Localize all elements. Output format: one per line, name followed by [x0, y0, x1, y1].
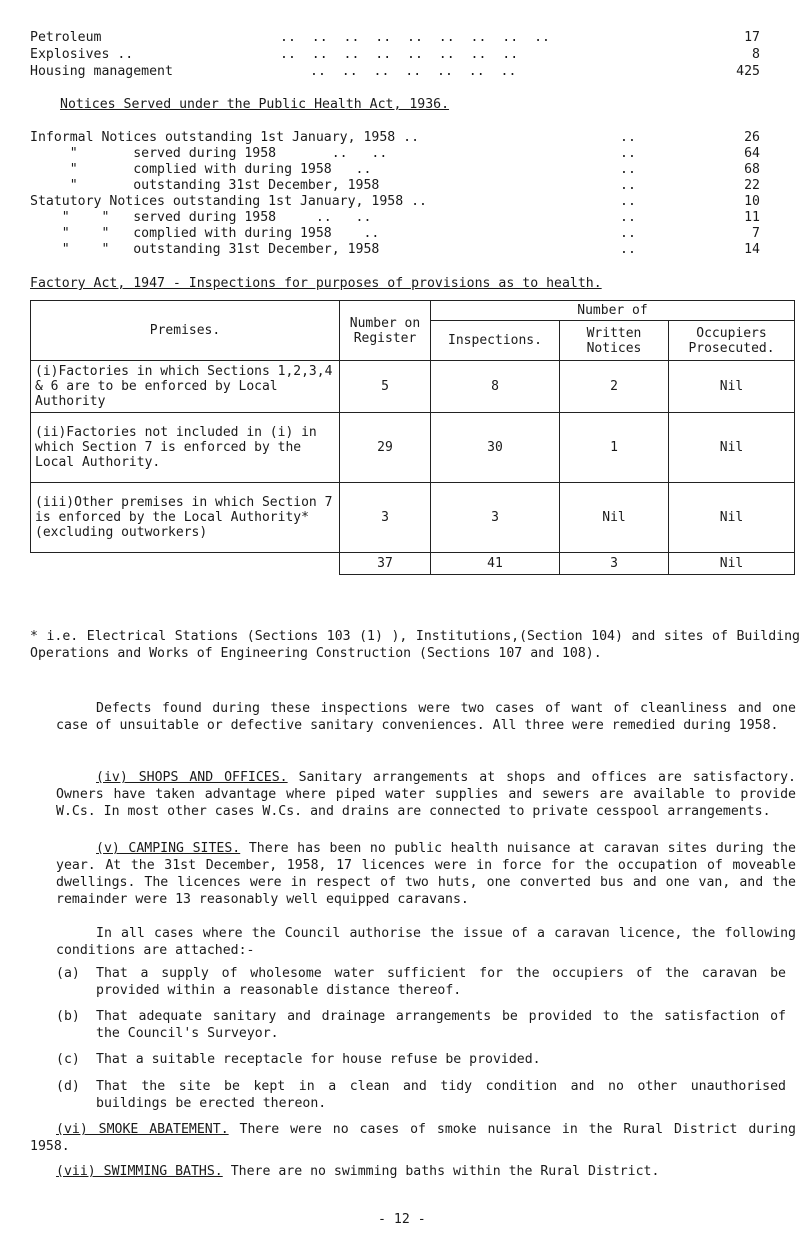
notice-row-dots: .. — [620, 226, 636, 241]
notice-row: " served during 1958 .. .. — [30, 146, 388, 161]
cell-premises: (ii)Factories not included in (i) in which Section 7 is enforced by the Local Authority. — [31, 413, 340, 483]
swimming-section — [30, 1163, 796, 1180]
camping-section — [56, 840, 796, 908]
row-petroleum-label: Petroleum — [30, 30, 102, 45]
notice-row-value: 64 — [744, 146, 760, 161]
notice-row: " " served during 1958 .. .. — [30, 210, 372, 225]
cell-occupiers: Nil — [669, 361, 795, 413]
row-explosives-dots: .. .. .. .. .. .. .. .. — [280, 47, 519, 62]
notice-row-value: 11 — [744, 210, 760, 225]
footnote: * i.e. Electrical Stations (Sections 103 (1) ), Institutions,(Section 104) and sites of Building Operations and Works of Engineering Construction (Sections 107 and 108). — [30, 629, 800, 661]
notice-row-dots: .. — [620, 130, 636, 145]
defects-paragraph: Defects found during these inspections were two cases of want of cleanliness and one case of unsuitable or defective sanitary conveniences. All three were remedied during 1958. — [56, 701, 796, 733]
notice-row-value: 22 — [744, 178, 760, 193]
condition-label: (b) — [56, 1009, 80, 1024]
notice-row-dots: .. — [620, 178, 636, 193]
cell-written: 1 — [560, 413, 669, 483]
condition-text: That a suitable receptacle for house refuse be provided. — [96, 1052, 541, 1067]
condition-label: (a) — [56, 966, 80, 981]
factory-act-heading: Factory Act, 1947 - Inspections for purposes of provisions as to health. — [30, 276, 602, 291]
cell-inspections: 8 — [431, 361, 560, 413]
condition-c — [56, 1051, 796, 1068]
table-row — [31, 413, 795, 483]
condition-text: That the site be kept in a clean and tidy condition and no other unauthorised buildings be erected thereon. — [96, 1079, 786, 1111]
notice-row: " outstanding 31st December, 1958 — [30, 178, 380, 193]
cell-register: 3 — [340, 483, 431, 553]
cell-inspections: 3 — [431, 483, 560, 553]
notice-row-dots: .. — [620, 242, 636, 257]
col-premises-header: Premises. — [31, 301, 340, 361]
table-row — [31, 483, 795, 553]
cell-inspections-total: 41 — [431, 553, 560, 575]
notice-row-value: 68 — [744, 162, 760, 177]
shops-section — [56, 769, 796, 820]
cell-premises-total — [31, 553, 340, 575]
col-inspections-header: Inspections. — [431, 321, 560, 361]
condition-label: (d) — [56, 1079, 80, 1094]
row-housing-value: 425 — [736, 64, 760, 79]
notice-row: " " outstanding 31st December, 1958 — [30, 242, 380, 257]
cell-register: 29 — [340, 413, 431, 483]
row-explosives-label: Explosives .. — [30, 47, 134, 62]
col-written-header: Written Notices — [560, 321, 669, 361]
public-health-heading: Notices Served under the Public Health Act, 1936. — [60, 97, 450, 112]
notice-row-value: 7 — [752, 226, 760, 241]
cell-occupiers: Nil — [669, 483, 795, 553]
cell-register-total: 37 — [340, 553, 431, 575]
condition-d — [56, 1078, 796, 1111]
notice-row-dots: .. — [620, 162, 636, 177]
condition-text: That adequate sanitary and drainage arrangements be provided to the satisfaction of the Council's Surveyor. — [96, 1009, 786, 1041]
condition-a — [56, 965, 796, 998]
col-register-header: Number on Register — [340, 301, 431, 361]
col-number-of-header: Number of — [431, 301, 795, 321]
notice-row-dots: .. — [620, 210, 636, 225]
cell-inspections: 30 — [431, 413, 560, 483]
notice-row-value: 14 — [744, 242, 760, 257]
smoke-text: There were no cases of smoke nuisance in the Rural District during 1958. — [30, 1122, 796, 1154]
notice-row: Informal Notices outstanding 1st January, 1958 .. — [30, 130, 420, 145]
swimming-text: There are no swimming baths within the Rural District. — [230, 1164, 660, 1179]
cell-premises: (i)Factories in which Sections 1,2,3,4 & 6 are to be enforced by Local Authority — [31, 361, 340, 413]
row-housing-dots: .. .. .. .. .. .. .. — [310, 64, 517, 79]
table-total-row — [31, 553, 795, 575]
row-petroleum-dots: .. .. .. .. .. .. .. .. .. — [280, 30, 550, 45]
camping-heading: (v) CAMPING SITES. — [96, 841, 241, 856]
cell-written-total: 3 — [560, 553, 669, 575]
notice-row: " " complied with during 1958 .. — [30, 226, 380, 241]
shops-heading: (iv) SHOPS AND OFFICES. — [96, 770, 288, 785]
notice-row-value: 26 — [744, 130, 760, 145]
row-explosives-value: 8 — [752, 47, 760, 62]
camping-text-2: In all cases where the Council authorise the issue of a caravan licence, the following conditions are attached:- — [56, 926, 796, 958]
notice-row-value: 10 — [744, 194, 760, 209]
notice-row-dots: .. — [620, 194, 636, 209]
shops-text: Sanitary arrangements at shops and offices are satisfactory. Owners have taken advantage where piped water supplies and sewers are available to provide W.Cs. In most other cases W.Cs. and drains are connected to private cesspool arrangements. — [56, 770, 796, 819]
swimming-heading: (vii) SWIMMING BATHS. — [56, 1164, 223, 1179]
notice-row: Statutory Notices outstanding 1st January, 1958 .. — [30, 194, 427, 209]
condition-b — [56, 1008, 796, 1041]
factory-inspections-table — [30, 300, 795, 575]
row-petroleum-value: 17 — [744, 30, 760, 45]
camping-text: There has been no public health nuisance at caravan sites during the year. At the 31st December, 1958, 17 licences were in force for the occupation of moveable dwellings. The licences were in respect of two huts, one converted bus and one van, and the remainder were 13 reasonably well equipped caravans. — [56, 841, 796, 907]
cell-occupiers: Nil — [669, 413, 795, 483]
notice-row: " complied with during 1958 .. — [30, 162, 372, 177]
page-number: - 12 - — [378, 1212, 426, 1227]
cell-written: 2 — [560, 361, 669, 413]
cell-written: Nil — [560, 483, 669, 553]
row-housing-label: Housing management — [30, 64, 173, 79]
cell-occupiers-total: Nil — [669, 553, 795, 575]
cell-register: 5 — [340, 361, 431, 413]
condition-label: (c) — [56, 1052, 80, 1067]
smoke-section — [30, 1121, 796, 1155]
table-row — [31, 361, 795, 413]
smoke-heading: (vi) SMOKE ABATEMENT. — [56, 1122, 229, 1137]
cell-premises: (iii)Other premises in which Section 7 is enforced by the Local Authority*(excluding outworkers) — [31, 483, 340, 553]
col-occupiers-header: Occupiers Prosecuted. — [669, 321, 795, 361]
notice-row-dots: .. — [620, 146, 636, 161]
condition-text: That a supply of wholesome water sufficient for the occupiers of the caravan be provided within a reasonable distance thereof. — [96, 966, 786, 998]
